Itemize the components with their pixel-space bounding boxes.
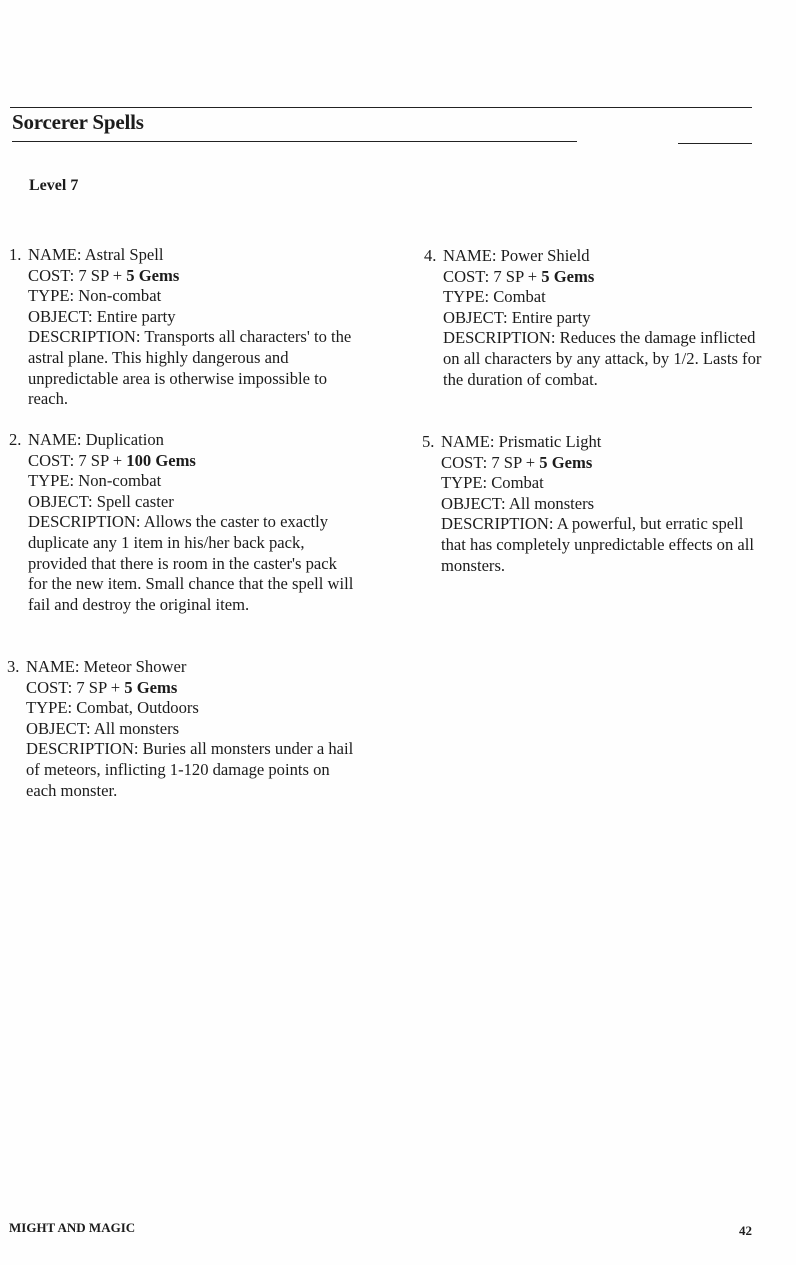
spell-type: TYPE: Combat	[441, 473, 544, 493]
spell-name: NAME: Duplication	[28, 430, 164, 449]
spell-cost-gems: 5 Gems	[126, 265, 180, 285]
spell-type: TYPE: Non-combat	[28, 471, 162, 491]
spell-description: DESCRIPTION: Allows the caster to exactly duplicate any 1 item in his/her back pack, provided that there is room in the caster's pack for the new item. Small chance that the spell will fail and destroy the original item.	[28, 512, 354, 614]
spell-name: NAME: Meteor Shower	[26, 657, 187, 676]
spell-entry	[7, 657, 356, 801]
spell-type: TYPE: Non-combat	[28, 286, 162, 306]
spell-number: 4.	[424, 246, 437, 265]
spell-number: 3.	[7, 657, 20, 676]
spell-cost	[26, 678, 356, 699]
header-rule-bottom-right	[678, 143, 752, 144]
spell-cost	[28, 266, 358, 287]
spell-number: 1.	[9, 245, 22, 264]
spell-description: DESCRIPTION: Buries all monsters under a hail of meteors, inflicting 1-120 damage points on each monster.	[26, 739, 354, 800]
footer-book-title: MIGHT AND MAGIC	[9, 1220, 136, 1235]
spell-cost-prefix: COST: 7 SP +	[443, 266, 542, 286]
spell-number: 5.	[422, 432, 435, 451]
level-heading: Level 7	[29, 177, 79, 194]
spell-type: TYPE: Combat, Outdoors	[26, 698, 199, 718]
spell-name: NAME: Prismatic Light	[441, 432, 602, 451]
spell-type: TYPE: Combat	[443, 287, 546, 307]
spell-cost-prefix: COST: 7 SP +	[28, 265, 127, 285]
spell-cost-gems: 5 Gems	[541, 266, 595, 286]
spell-cost-prefix: COST: 7 SP +	[441, 452, 540, 472]
spell-name: NAME: Power Shield	[443, 246, 590, 265]
spell-object: OBJECT: All monsters	[26, 718, 180, 738]
header-rule-top	[10, 107, 752, 108]
spell-cost-prefix: COST: 7 SP +	[26, 677, 125, 697]
spell-cost-gems: 5 Gems	[124, 677, 178, 697]
spell-object: OBJECT: All monsters	[441, 493, 595, 513]
spell-description: DESCRIPTION: A powerful, but erratic spell that has completely unpredictable effects on all monsters.	[441, 514, 755, 575]
spell-cost	[28, 451, 358, 472]
spell-description: DESCRIPTION: Transports all characters' to the astral plane. This highly dangerous and unpredictable area is otherwise impossible to reach.	[28, 327, 352, 409]
spell-cost-gems: 100 Gems	[126, 450, 196, 470]
spell-cost	[443, 267, 773, 288]
header-rule-bottom	[12, 141, 577, 142]
spell-object: OBJECT: Entire party	[443, 307, 591, 327]
spell-number: 2.	[9, 430, 22, 449]
spell-cost-gems: 5 Gems	[539, 452, 593, 472]
spell-object: OBJECT: Entire party	[28, 306, 176, 326]
footer-page-number: 42	[739, 1223, 752, 1238]
spell-cost	[441, 453, 771, 474]
spell-entry	[422, 432, 771, 576]
spell-cost-prefix: COST: 7 SP +	[28, 450, 127, 470]
spell-object: OBJECT: Spell caster	[28, 491, 174, 511]
spell-entry	[424, 246, 773, 390]
spell-entry	[9, 430, 358, 615]
spell-description: DESCRIPTION: Reduces the damage inflicted on all characters by any attack, by 1/2. Lasts for the duration of combat.	[443, 328, 762, 389]
spell-name: NAME: Astral Spell	[28, 245, 164, 264]
spell-entry	[9, 245, 358, 410]
section-title: Sorcerer Spells	[12, 110, 144, 134]
